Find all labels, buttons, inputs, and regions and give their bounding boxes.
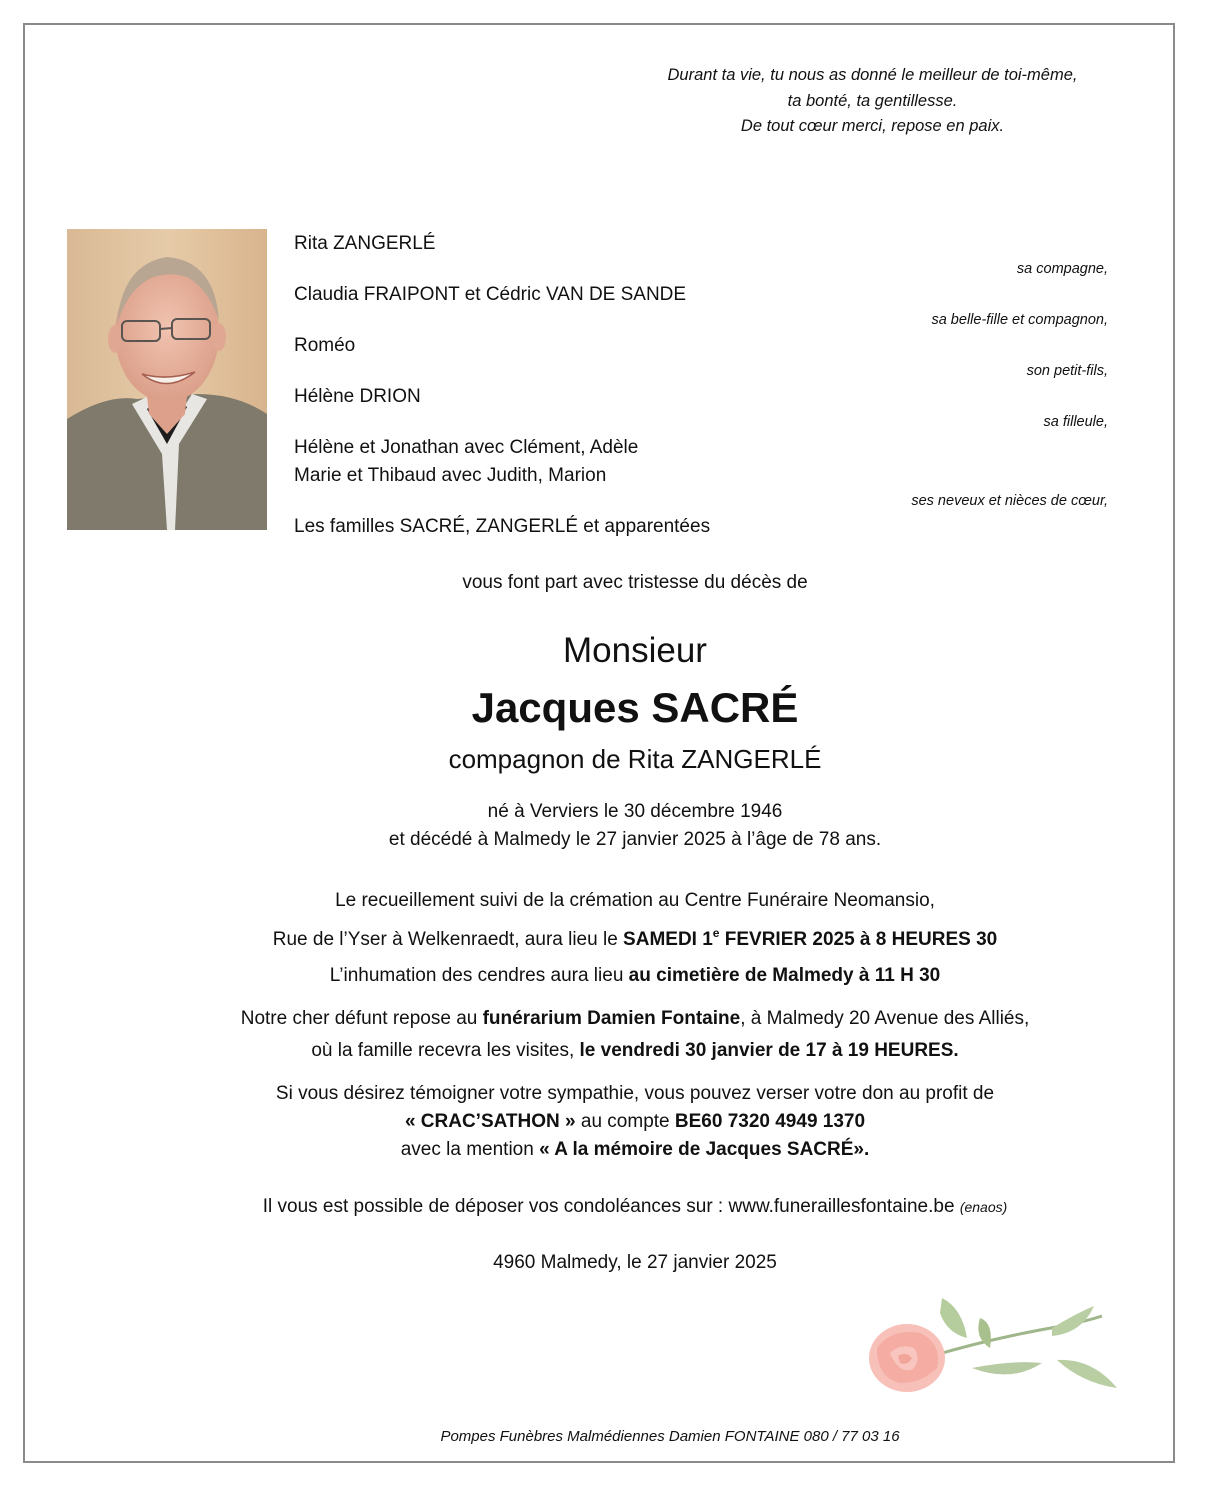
family-member-relation: son petit-fils, xyxy=(1026,363,1108,379)
visitation-line-2 xyxy=(0,1037,1220,1065)
family-member-name: Hélène et Jonathan avec Clément, Adèle xyxy=(294,437,639,458)
portrait-image xyxy=(67,229,267,530)
family-member-name: Marie et Thibaud avec Judith, Marion xyxy=(294,465,607,486)
donation-mention: « A la mémoire de Jacques SACRÉ». xyxy=(539,1139,870,1160)
portrait-photo xyxy=(67,229,267,530)
funerarium-address: , à Malmedy 20 Avenue des Alliés, xyxy=(740,1008,1030,1029)
epigraph-line: Durant ta vie, tu nous as donné le meilleur de toi-même, xyxy=(667,66,1078,84)
condolences-line xyxy=(0,1193,1220,1221)
burial-line xyxy=(0,962,1220,990)
death-line: et décédé à Malmedy le 27 janvier 2025 à l’âge de 78 ans. xyxy=(388,829,882,850)
family-member-relation: sa compagne, xyxy=(1016,261,1108,277)
bank-account: BE60 7320 4949 1370 xyxy=(674,1111,866,1132)
donation-line-1: Si vous désirez témoigner votre sympathie, vous pouvez verser votre don au profit de xyxy=(275,1083,995,1104)
family-member-relation: sa belle-fille et compagnon, xyxy=(931,312,1108,328)
donation-line-3 xyxy=(0,1136,1220,1164)
ceremony-date: SAMEDI 1 xyxy=(623,929,713,950)
condolences-text: Il vous est possible de déposer vos condoléances sur : xyxy=(262,1196,729,1217)
deceased-name: Jacques SACRÉ xyxy=(471,684,799,731)
family-member-name: Les familles SACRÉ, ZANGERLÉ et apparentées xyxy=(294,516,711,537)
donation-text: avec la mention xyxy=(400,1139,540,1160)
epigraph-line: ta bonté, ta gentillesse. xyxy=(787,91,958,110)
visitation-text: Notre cher défunt repose au xyxy=(240,1008,483,1029)
epigraph xyxy=(600,63,1145,140)
ceremony-date-time: FEVRIER 2025 à 8 HEURES 30 xyxy=(719,929,998,950)
charity-name: « CRAC’SATHON » xyxy=(404,1111,576,1132)
ceremony-line-2 xyxy=(0,919,1220,954)
ceremony-line-1: Le recueillement suivi de la crémation au Centre Funéraire Neomansio, xyxy=(335,890,935,911)
family-member-name: Roméo xyxy=(294,335,356,356)
announcement-intro: vous font part avec tristesse du décès de xyxy=(462,572,808,593)
family-member-name: Hélène DRION xyxy=(294,386,421,407)
visitation-time: le vendredi 30 janvier de 17 à 19 HEURES. xyxy=(579,1040,959,1061)
visitation-text: où la famille recevra les visites, xyxy=(311,1040,580,1061)
family-member-name: Claudia FRAIPONT et Cédric VAN DE SANDE xyxy=(294,284,687,305)
birth-line: né à Verviers le 30 décembre 1946 xyxy=(487,801,783,822)
burial-text: L’inhumation des cendres aura lieu xyxy=(329,965,629,986)
ceremony-date-ordinal: e xyxy=(712,926,720,940)
donation-text: au compte xyxy=(575,1111,675,1132)
condolences-link[interactable]: www.funeraillesfontaine.be xyxy=(728,1196,955,1217)
epigraph-line: De tout cœur merci, repose en paix. xyxy=(740,117,1005,135)
donation-line-2 xyxy=(0,1108,1220,1136)
burial-place-time: au cimetière de Malmedy à 11 H 30 xyxy=(628,965,941,986)
visitation-line-1 xyxy=(0,1005,1220,1033)
deceased-title: Monsieur xyxy=(563,631,707,670)
family-member-relation: sa filleule, xyxy=(1043,414,1108,430)
funerarium-name: funérarium Damien Fontaine xyxy=(482,1008,741,1029)
ceremony-text: Rue de l’Yser à Welkenraedt, aura lieu le xyxy=(272,929,624,950)
rose-icon xyxy=(862,1288,1124,1406)
family-member-name: Rita ZANGERLÉ xyxy=(294,233,436,254)
family-member-relation: ses neveux et nièces de cœur, xyxy=(911,493,1108,509)
deceased-companion: compagnon de Rita ZANGERLÉ xyxy=(448,744,822,774)
funeral-home-footer: Pompes Funèbres Malmédiennes Damien FONTAINE 080 / 77 03 16 xyxy=(440,1428,900,1445)
condolences-note: (enaos) xyxy=(959,1199,1008,1215)
place-date: 4960 Malmedy, le 27 janvier 2025 xyxy=(493,1252,777,1273)
